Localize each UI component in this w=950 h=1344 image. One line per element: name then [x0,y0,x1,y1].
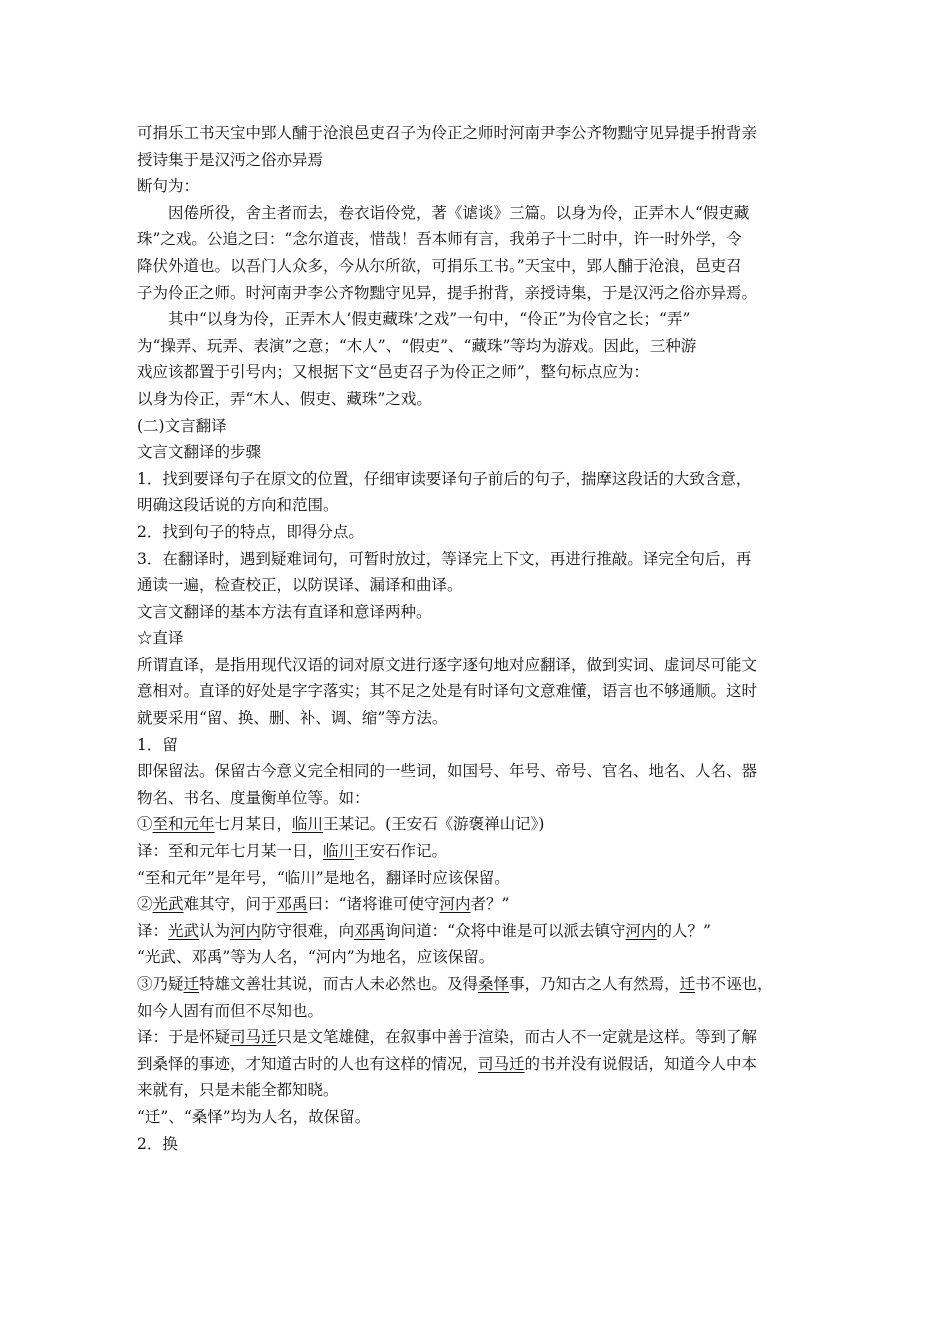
text-segment: 难其守，问于 [183,895,277,914]
text-segment: 物名、书名、度量衡单位等。如： [137,788,370,807]
text-line [137,865,819,892]
text-segment: ① [137,815,153,834]
text-segment: 即保留法。保留古今意义完全相同的一些词，如国号、年号、帝号、官名、地名、人名、器 [137,762,758,781]
text-segment: 所谓直译，是指用现代汉语的词对原文进行逐字逐句地对应翻译，做到实词、虚词尽可能文 [137,655,758,674]
text-segment: 意相对。直译的好处是字字落实；其不足之处是有时译句文意难懂，语言也不够通顺。这时 [137,682,758,701]
text-line [137,439,819,466]
text-line [137,971,819,998]
text-segment: “至和元年”是年号，“临川”是地名，翻译时应该保留。 [137,868,510,887]
text-segment: ② [137,895,153,914]
text-line [137,386,819,413]
underlined-term: 迁 [183,975,200,993]
underlined-term: 河内 [439,895,471,914]
text-segment: 防守很难，向 [261,921,355,940]
underlined-term: 光武 [168,921,200,940]
text-segment: 可捐乐工书天宝中郢人酺于沧浪邑吏召子为伶正之师时河南尹李公齐物黜守见异提手拊背亲 [137,124,758,142]
text-segment: 3．在翻译时，遇到疑难词句，可暂时放过，等译完上下文，再进行推敲。译完全句后，再 [137,549,752,568]
text-segment: 只是文笔雄健，在叙事中善于渲染，而古人不一定就是这样。等到了解 [276,1028,758,1047]
text-segment: 2．找到句子的特点，即得分点。 [137,522,364,541]
text-line [137,758,819,785]
text-line [137,678,819,705]
underlined-term: 邓禹 [276,895,308,914]
text-segment: 译：于是怀疑 [137,1028,231,1047]
text-line [137,705,819,732]
text-line [137,652,819,679]
text-segment: 如今人固有而但不尽知也。 [137,1001,324,1020]
text-line [137,838,819,865]
text-line [137,891,819,918]
text-line [137,413,819,440]
text-segment: 以身为伶正，弄“木人、假吏、藏珠”之戏。 [137,389,432,408]
text-line [137,1077,819,1104]
document-body [137,120,819,1157]
underlined-term: 临川 [323,842,355,861]
text-segment: 通读一遍，检查校正，以防误译、漏译和曲译。 [137,576,463,595]
text-line [137,306,819,333]
underlined-term: 光武 [152,895,184,914]
text-segment: 1．找到要译句子在原文的位置，仔细审读要译句子前后的句子，揣摩这段话的大致含意， [137,469,752,488]
underlined-term: 迁 [679,975,696,993]
text-line [137,625,819,652]
text-segment: 译：至和元年七月某一日， [137,842,324,861]
text-segment: (二)文言翻译 [137,416,227,435]
text-segment: 就要采用“留、换、删、补、调、缩”等方法。 [137,709,448,728]
text-line [137,333,819,360]
text-segment: 的人？” [656,921,711,940]
text-line [137,811,819,838]
text-segment: 特雄文善壮其说，而古人未必然也。及得 [199,975,479,993]
text-segment: 降伏外道也。以吾门人众多，今从尔所欲，可捐乐工书。”天宝中，郢人酺于沧浪，邑吏召 [137,256,742,275]
text-segment: 译： [137,921,169,940]
text-segment: 曰：“诸将谁可使守 [307,895,440,914]
text-segment: 戏应该都置于引号内；又根据下文“邑吏召子为伶正之师”，整句标点应为： [137,363,649,382]
text-line [137,944,819,971]
text-line [137,280,819,307]
text-line [137,572,819,599]
text-segment: 来就有，只是未能全都知晓。 [137,1081,339,1100]
text-segment: 王某记。(王安石《游褒禅山记》) [323,815,545,834]
underlined-term: 至和元年 [152,815,215,834]
text-segment: 授诗集于是汉沔之俗亦异焉 [137,150,324,169]
text-line [137,200,819,227]
underlined-term: 河内 [230,921,262,940]
underlined-term: 桑怿 [478,975,510,993]
text-segment: “光武、邓禹”等为人名，“河内”为地名，应该保留。 [137,948,495,967]
text-segment: ☆直译 [137,629,184,648]
text-line [137,147,819,174]
text-segment: 者？” [470,895,510,914]
text-line [137,1024,819,1051]
text-line [137,173,819,200]
text-segment: 为“操弄、玩弄、表演”之意；“木人”、“假吏”、“藏珠”等均为游戏。因此，三种游 [137,336,697,355]
text-line [137,466,819,493]
text-segment: 2．换 [137,1134,178,1153]
text-line [137,599,819,626]
text-segment: 其中“以身为伶，正弄木人‘假吏藏珠’之戏”一句中，“伶正”为伶官之长；“弄” [168,310,691,329]
text-segment: 断句为： [137,177,200,196]
text-segment: 王安石作记。 [354,842,448,861]
text-line [137,918,819,945]
text-segment: 子为伶正之师。时河南尹李公齐物黜守见异，提手拊背，亲授诗集，于是汉沔之俗亦异焉。 [137,283,758,302]
text-line [137,492,819,519]
text-line [137,998,819,1025]
text-segment: 珠”之戏。公追之曰：“念尔道丧，惜哉！吾本师有言，我弟子十二时中，许一时外学，令 [137,230,742,249]
text-segment: 明确这段话说的方向和范围。 [137,496,339,515]
text-segment: 到桑怿的事迹，才知道古时的人也有这样的情况， [137,1054,479,1073]
text-segment: 书不诬也， [695,975,773,993]
text-segment: 文言文翻译的基本方法有直译和意译两种。 [137,602,432,621]
text-line [137,1104,819,1131]
text-segment: 事，乃知古之人有然焉， [509,975,680,993]
underlined-term: 临川 [292,815,324,834]
underlined-term: 河内 [625,921,657,940]
text-segment: 询问道：“众将中谁是可以派去镇守 [385,921,626,940]
text-line [137,519,819,546]
text-line [137,253,819,280]
text-line [137,1051,819,1078]
underlined-term: 司马迁 [478,1054,525,1073]
text-line [137,785,819,812]
underlined-term: 邓禹 [354,921,386,940]
underlined-term: 司马迁 [230,1028,277,1047]
text-line [137,359,819,386]
text-segment: “迁”、“桑怿”均为人名，故保留。 [137,1107,371,1126]
text-line [137,732,819,759]
text-line [137,546,819,573]
text-segment: 1．留 [137,735,178,754]
text-segment: 七月某日， [214,815,293,834]
text-segment: 的书并没有说假话，知道今人中本 [524,1054,758,1073]
text-line [137,120,819,147]
text-segment: 认为 [199,921,231,940]
text-line [137,226,819,253]
text-segment: 文言文翻译的步骤 [137,443,262,462]
text-segment: 因倦所役，舍主者而去，卷衣诣伶党，著《谑谈》三篇。以身为伶，正弄木人“假吏藏 [168,203,750,222]
text-segment: ③乃疑 [137,975,184,993]
text-line [137,1131,819,1158]
